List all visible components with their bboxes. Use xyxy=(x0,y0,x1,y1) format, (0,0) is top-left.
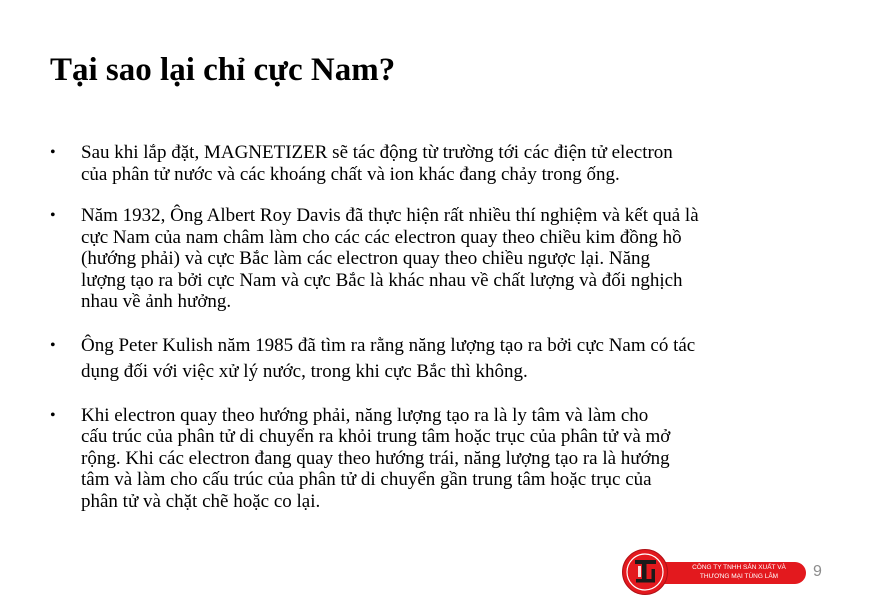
bullet-dot: • xyxy=(50,406,56,424)
tl-monogram-icon xyxy=(622,549,668,595)
bullet-line: (hướng phải) và cực Bắc làm các electron quay theo chiều ngược lại. Năng xyxy=(81,248,651,269)
bullet-line: Ông Peter Kulish năm 1985 đã tìm ra rằng năng lượng tạo ra bởi cực Nam có tác xyxy=(81,334,696,356)
bullet-line: phân tử và chặt chẽ hoặc co lại. xyxy=(81,490,321,512)
bullet-line: cấu trúc của phân tử di chuyển ra khỏi trung tâm hoặc trục của phân tử và mở xyxy=(81,426,671,447)
slide-title: Tại sao lại chỉ cực Nam? xyxy=(50,52,396,88)
company-logo xyxy=(622,549,808,597)
bullet-dot: • xyxy=(50,336,56,354)
bullet-line: Khi electron quay theo hướng phải, năng lượng tạo ra là ly tâm và làm cho xyxy=(81,404,649,426)
company-name-line-2: THƯƠNG MẠI TÙNG LÂM xyxy=(699,572,779,580)
bullet-list xyxy=(50,142,810,532)
bullet-line: lượng tạo ra bởi cực Nam và cực Bắc là khác nhau về chất lượng và đối nghịch xyxy=(81,269,683,291)
company-name-line-1: CÔNG TY TNHH SẢN XUẤT VÀ xyxy=(692,564,786,571)
bullet-line: cực Nam của nam châm làm cho các các electron quay theo chiều kim đồng hồ xyxy=(81,226,682,248)
company-name xyxy=(674,564,804,581)
bullet-line: Năm 1932, Ông Albert Roy Davis đã thực hiện rất nhiều thí nghiệm và kết quả là xyxy=(81,205,699,226)
logo-banner xyxy=(650,562,806,584)
bullet-item-4 xyxy=(50,405,810,513)
bullet-line: tâm và làm cho cấu trúc của phân tử di chuyển gần trung tâm hoặc trục của xyxy=(81,469,652,490)
bullet-item-3 xyxy=(50,333,810,385)
page-number: 9 xyxy=(813,563,822,580)
bullet-dot: • xyxy=(50,144,56,161)
bullet-dot: • xyxy=(50,207,56,224)
bullet-line: nhau về ảnh hưởng. xyxy=(81,291,232,312)
bullet-line: của phân tử nước và các khoáng chất và ion khác đang chảy trong ống. xyxy=(81,163,620,185)
bullet-line: Sau khi lắp đặt, MAGNETIZER sẽ tác động từ trường tới các điện tử electron xyxy=(81,142,673,163)
bullet-item-1 xyxy=(50,142,810,185)
bullet-item-2 xyxy=(50,205,810,313)
bullet-line: dụng đối với việc xử lý nước, trong khi cực Bắc thì không. xyxy=(81,360,528,382)
bullet-line: rộng. Khi các electron đang quay theo hướng trái, năng lượng tạo ra là hướng xyxy=(81,447,670,469)
